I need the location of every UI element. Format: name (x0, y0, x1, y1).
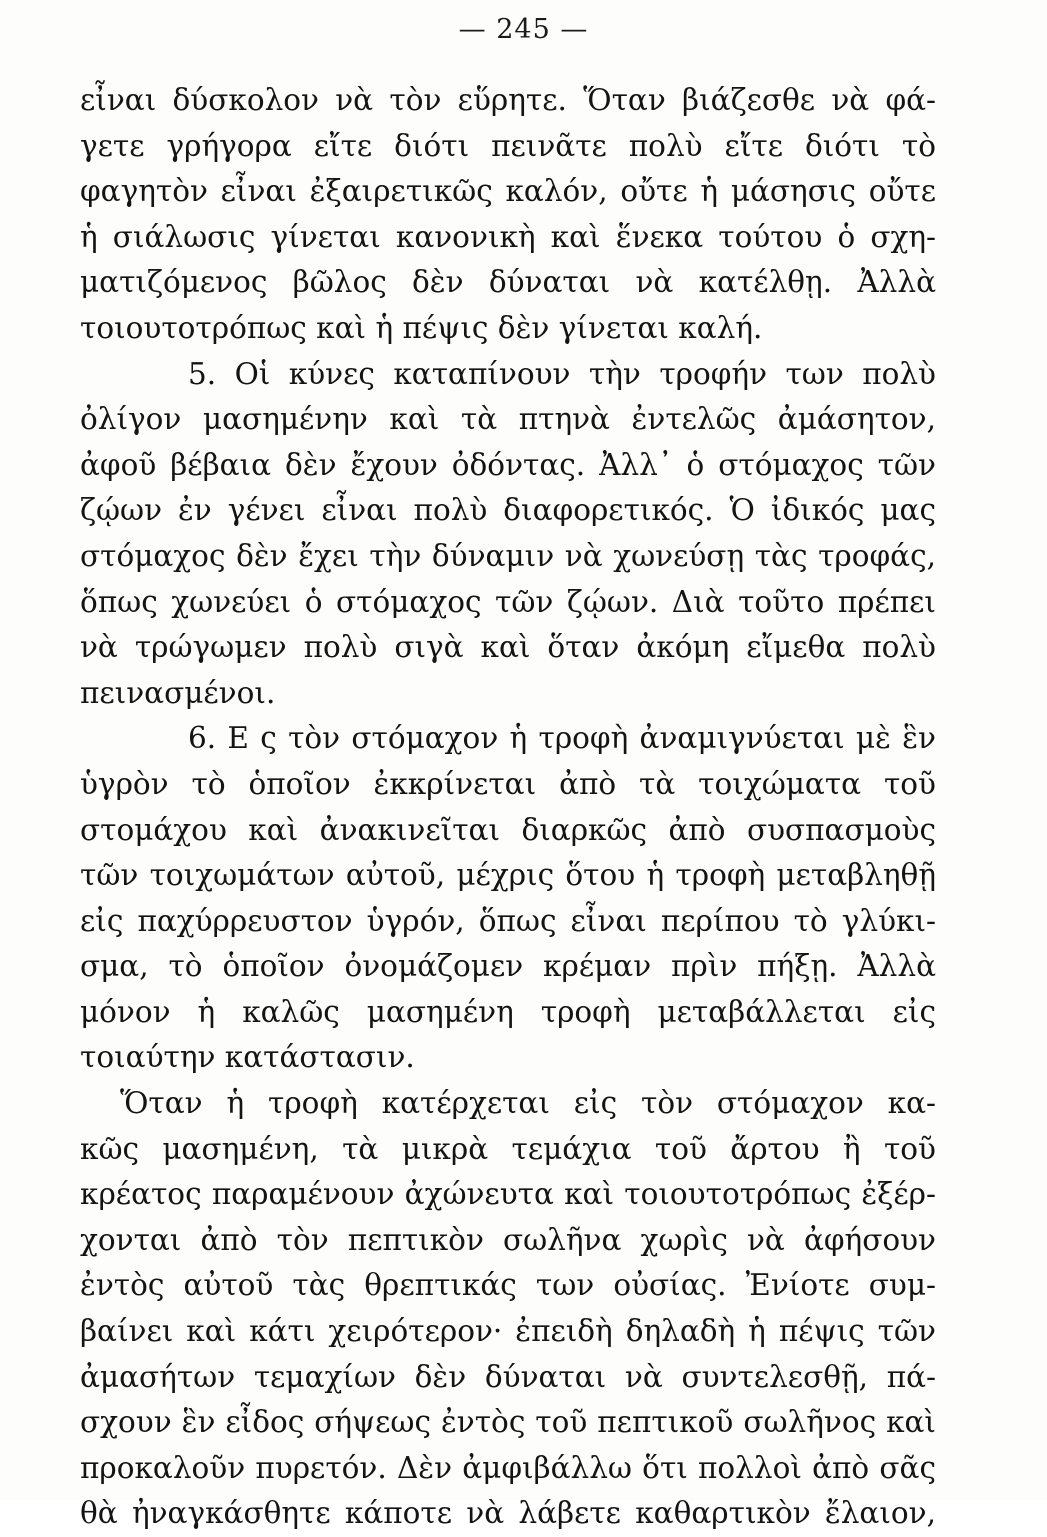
text-line: ἀμασήτων τεμαχίων δὲν δύναται νὰ συντελεσθῇ, πά- (80, 1359, 936, 1394)
text-line: χονται ἀπὸ τὸν πεπτικὸν σωλῆνα χωρὶς νὰ ἀφήσουν (80, 1222, 936, 1257)
text-line: τῶν τοιχωμάτων αὐτοῦ, μέχρις ὅτου ἡ τροφὴ μεταβληθῇ (80, 858, 936, 893)
text-line: πεινασμένοι. (80, 675, 276, 710)
text-line: στόμαχος δὲν ἔχει τὴν δύναμιν νὰ χωνεύσῃ τὰς τροφάς, (80, 538, 936, 573)
text-line: θὰ ἠναγκάσθητε κάποτε νὰ λάβετε καθαρτικὸν ἔλαιον, (80, 1496, 936, 1531)
paragraph-start-5: 5. Οἱ κύνες καταπίνουν τὴν τροφήν των πολὺ (188, 356, 936, 391)
text-line: βαίνει καὶ κάτι χειρότερον· ἐπειδὴ δηλαδὴ ἡ πέψις τῶν (80, 1314, 936, 1349)
text-line: τοιουτοτρόπως καὶ ἡ πέψις δὲν γίνεται καλή. (80, 310, 763, 345)
text-line: σμα, τὸ ὁποῖον ὀνομάζομεν κρέμαν πρὶν πήξῃ. Ἀλλὰ (80, 949, 936, 984)
text-line: τοιαύτην κατάστασιν. (80, 1040, 415, 1075)
text-line: ἐντὸς αὐτοῦ τὰς θρεπτικάς των οὐσίας. Ἐνίοτε συμ- (80, 1268, 936, 1303)
page-number: — 245 — (458, 14, 589, 45)
text-line: γετε γρήγορα εἴτε διότι πεινᾶτε πολὺ εἴτε διότι τὸ (80, 128, 936, 163)
text-line: μόνον ἡ καλῶς μασημένη τροφὴ μεταβάλλεται εἰς (80, 994, 936, 1029)
text-line: φαγητὸν εἶναι ἐξαιρετικῶς καλόν, οὔτε ἡ μάσησις οὔτε (80, 174, 936, 209)
text-line: ὅπως χωνεύει ὁ στόμαχος τῶν ζῴων. Διὰ τοῦτο πρέπει (80, 584, 936, 619)
text-line: κρέατος παραμένουν ἀχώνευτα καὶ τοιουτοτρόπως ἐξέρ- (80, 1177, 936, 1212)
text-line: ὑγρὸν τὸ ὁποῖον ἐκκρίνεται ἀπὸ τὰ τοιχώματα τοῦ (80, 766, 936, 801)
text-line: ἡ σιάλωσις γίνεται κανονικὴ καὶ ἕνεκα τούτου ὁ σχη- (80, 219, 936, 254)
paragraph-start-6: 6. Ε ς τὸν στόμαχον ἡ τροφὴ ἀναμιγνύεται μὲ ἓν (188, 721, 936, 756)
text-line: προκαλοῦν πυρετόν. Δὲν ἀμφιβάλλω ὅτι πολλοὶ ἀπὸ σᾶς (80, 1450, 936, 1485)
text-line: νὰ τρώγωμεν πολὺ σιγὰ καὶ ὅταν ἀκόμη εἴμεθα πολὺ (80, 630, 936, 665)
page-body-text (80, 78, 936, 1537)
text-line: στομάχου καὶ ἀνακινεῖται διαρκῶς ἀπὸ συσπασμοὺς (80, 812, 936, 847)
text-line: ματιζόμενος βῶλος δὲν δύναται νὰ κατέλθῃ. Ἀλλὰ (80, 265, 936, 300)
text-line: εἶναι δύσκολον νὰ τὸν εὕρητε. Ὅταν βιάζεσθε νὰ φά- (80, 83, 936, 117)
text-line: ἀφοῦ βέβαια δὲν ἔχουν ὀδόντας. Ἀλλ᾽ ὁ στόμαχος τῶν (80, 447, 936, 482)
text-line: ζῴων ἐν γένει εἶναι πολὺ διαφορετικός. Ὁ ἰδικός μας (80, 493, 936, 528)
text-line: κῶς μασημένη, τὰ μικρὰ τεμάχια τοῦ ἄρτου ἢ τοῦ (80, 1131, 936, 1166)
text-line: σχουν ἓν εἶδος σήψεως ἐντὸς τοῦ πεπτικοῦ σωλῆνος καὶ (80, 1405, 936, 1440)
text-line: εἰς παχύρρευστον ὑγρόν, ὅπως εἶναι περίπου τὸ γλύκι- (80, 903, 936, 938)
text-line: ὀλίγον μασημένην καὶ τὰ πτηνὰ ἐντελῶς ἀμάσητον, (80, 402, 936, 437)
paragraph-start: Ὅταν ἡ τροφὴ κατέρχεται εἰς τὸν στόμαχον κα- (120, 1086, 936, 1121)
